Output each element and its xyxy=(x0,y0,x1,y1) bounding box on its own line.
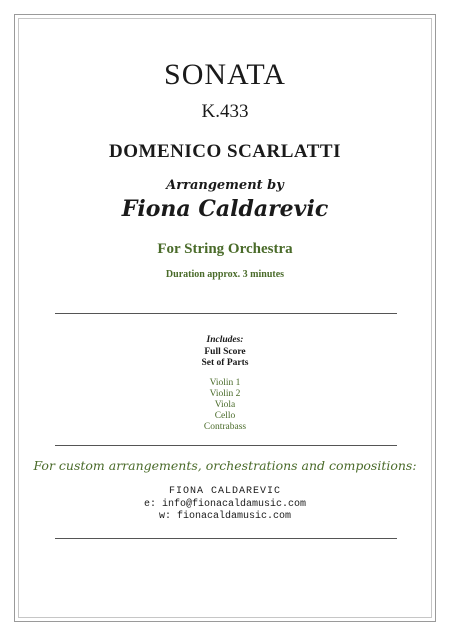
arrangement-label: Arrangement by xyxy=(166,178,284,193)
includes-item: Set of Parts xyxy=(201,358,249,368)
instrument-item: Contrabass xyxy=(203,422,247,432)
divider-middle xyxy=(55,445,397,446)
divider-top xyxy=(55,313,397,314)
ensemble-subtitle: For String Orchestra xyxy=(157,241,293,257)
instrument-item: Violin 1 xyxy=(209,378,241,388)
includes-label: Includes: xyxy=(206,335,244,345)
instrument-item: Cello xyxy=(214,411,236,421)
includes-item: Full Score xyxy=(204,347,246,357)
work-title: SONATA xyxy=(164,58,286,91)
custom-work-note: For custom arrangements, orchestrations and compositions: xyxy=(33,458,417,473)
contact-email: e: info@fionacaldamusic.com xyxy=(143,499,307,510)
contact-website: w: fionacaldamusic.com xyxy=(158,511,292,522)
composer-name: DOMENICO SCARLATTI xyxy=(109,141,341,162)
arranger-name: Fiona Caldarevic xyxy=(121,196,329,222)
duration-text: Duration approx. 3 minutes xyxy=(165,269,285,280)
contact-name: FIONA CALDAREVIC xyxy=(168,486,281,497)
divider-bottom xyxy=(55,538,397,539)
instrument-item: Viola xyxy=(214,400,236,410)
instrument-item: Violin 2 xyxy=(209,389,241,399)
catalog-number: K.433 xyxy=(201,101,249,122)
